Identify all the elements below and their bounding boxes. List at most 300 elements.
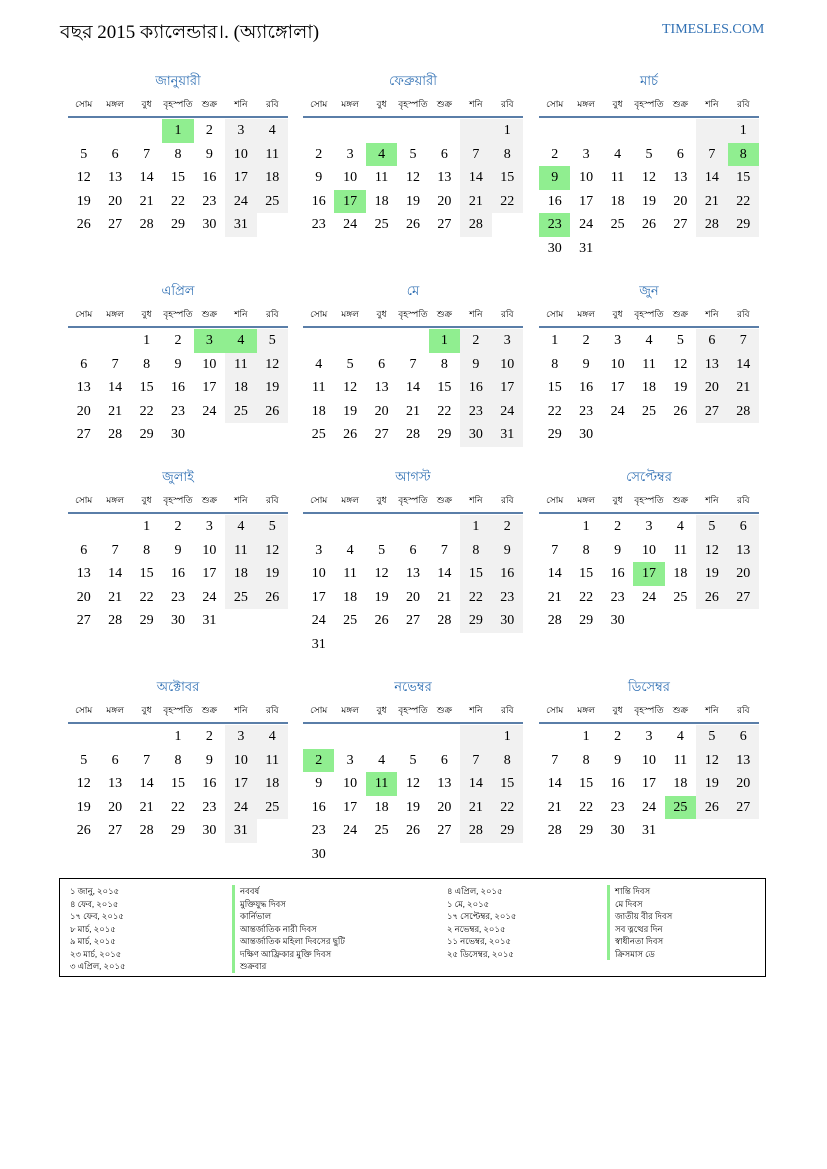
day-cell[interactable]: 26 xyxy=(641,217,656,232)
day-cell[interactable]: 10 xyxy=(641,752,656,768)
day-cell[interactable]: 9 xyxy=(205,752,213,768)
day-cell[interactable]: 3 xyxy=(205,519,213,534)
day-cell[interactable]: 1 xyxy=(492,119,523,143)
day-cell[interactable]: 8 xyxy=(492,143,523,167)
day-cell[interactable]: 6 xyxy=(440,146,448,162)
day-cell[interactable]: 27 xyxy=(437,823,452,838)
holiday-day[interactable]: 1 xyxy=(162,119,193,143)
day-cell[interactable]: 8 xyxy=(143,542,151,558)
day-cell[interactable]: 31 xyxy=(225,213,256,237)
day-cell[interactable]: 4 xyxy=(378,752,386,768)
day-cell[interactable]: 21 xyxy=(437,589,452,605)
day-cell[interactable]: 27 xyxy=(76,613,91,628)
day-cell[interactable]: 24 xyxy=(343,217,358,232)
day-cell[interactable]: 26 xyxy=(673,403,688,419)
day-cell[interactable]: 30 xyxy=(610,613,625,628)
day-cell[interactable]: 14 xyxy=(696,166,727,190)
day-cell[interactable]: 25 xyxy=(311,427,326,442)
day-cell[interactable]: 28 xyxy=(696,213,727,237)
day-cell[interactable]: 8 xyxy=(492,749,523,773)
day-cell[interactable]: 23 xyxy=(170,403,185,419)
day-cell[interactable]: 1 xyxy=(492,725,523,749)
day-cell[interactable]: 20 xyxy=(108,193,123,209)
day-cell[interactable]: 26 xyxy=(76,823,91,838)
holiday-day[interactable]: 9 xyxy=(539,166,570,190)
day-cell[interactable]: 5 xyxy=(80,146,88,162)
day-cell[interactable]: 18 xyxy=(374,193,389,209)
day-cell[interactable]: 23 xyxy=(311,217,326,232)
day-cell[interactable]: 22 xyxy=(728,190,759,214)
day-cell[interactable]: 12 xyxy=(673,356,688,372)
day-cell[interactable]: 1 xyxy=(460,515,491,539)
day-cell[interactable]: 20 xyxy=(728,772,759,796)
day-cell[interactable]: 13 xyxy=(728,749,759,773)
day-cell[interactable]: 13 xyxy=(76,566,91,581)
day-cell[interactable]: 8 xyxy=(460,539,491,563)
day-cell[interactable]: 27 xyxy=(108,217,123,232)
day-cell[interactable]: 7 xyxy=(460,749,491,773)
day-cell[interactable]: 30 xyxy=(547,240,562,256)
day-cell[interactable]: 4 xyxy=(645,333,653,348)
day-cell[interactable]: 18 xyxy=(343,589,358,605)
day-cell[interactable]: 5 xyxy=(696,515,727,539)
day-cell[interactable]: 15 xyxy=(437,380,452,395)
day-cell[interactable]: 18 xyxy=(673,776,688,791)
day-cell[interactable]: 2 xyxy=(492,515,523,539)
day-cell[interactable]: 16 xyxy=(170,380,185,395)
day-cell[interactable]: 28 xyxy=(139,217,154,232)
day-cell[interactable]: 19 xyxy=(696,772,727,796)
day-cell[interactable]: 3 xyxy=(645,519,653,534)
holiday-day[interactable]: 4 xyxy=(225,329,256,353)
day-cell[interactable]: 31 xyxy=(311,636,326,652)
day-cell[interactable]: 19 xyxy=(696,562,727,586)
day-cell[interactable]: 22 xyxy=(579,589,594,605)
day-cell[interactable]: 21 xyxy=(728,376,759,400)
day-cell[interactable]: 15 xyxy=(170,776,185,791)
day-cell[interactable]: 5 xyxy=(409,146,417,162)
day-cell[interactable]: 7 xyxy=(111,542,119,558)
day-cell[interactable]: 24 xyxy=(202,589,217,605)
day-cell[interactable]: 6 xyxy=(111,146,119,162)
day-cell[interactable]: 29 xyxy=(579,613,594,628)
day-cell[interactable]: 14 xyxy=(437,566,452,581)
day-cell[interactable]: 6 xyxy=(440,752,448,768)
day-cell[interactable]: 12 xyxy=(76,170,91,185)
day-cell[interactable]: 9 xyxy=(614,752,622,768)
day-cell[interactable]: 18 xyxy=(257,166,288,190)
day-cell[interactable]: 10 xyxy=(610,356,625,372)
day-cell[interactable]: 1 xyxy=(174,729,182,744)
day-cell[interactable]: 14 xyxy=(405,380,420,395)
day-cell[interactable]: 12 xyxy=(405,170,420,185)
day-cell[interactable]: 30 xyxy=(460,423,491,447)
day-cell[interactable]: 23 xyxy=(579,403,594,419)
day-cell[interactable]: 10 xyxy=(311,566,326,581)
day-cell[interactable]: 12 xyxy=(405,776,420,791)
day-cell[interactable]: 18 xyxy=(225,562,256,586)
day-cell[interactable]: 20 xyxy=(405,589,420,605)
day-cell[interactable]: 11 xyxy=(225,353,256,377)
site-name[interactable]: TIMESLES.COM xyxy=(662,22,765,37)
day-cell[interactable]: 16 xyxy=(610,566,625,581)
day-cell[interactable]: 28 xyxy=(108,427,123,442)
day-cell[interactable]: 1 xyxy=(551,333,559,348)
day-cell[interactable]: 17 xyxy=(343,799,358,815)
day-cell[interactable]: 15 xyxy=(139,566,154,581)
day-cell[interactable]: 10 xyxy=(202,542,217,558)
day-cell[interactable]: 4 xyxy=(257,119,288,143)
day-cell[interactable]: 30 xyxy=(492,609,523,633)
day-cell[interactable]: 1 xyxy=(143,333,151,348)
day-cell[interactable]: 24 xyxy=(343,823,358,838)
day-cell[interactable]: 13 xyxy=(673,170,688,185)
day-cell[interactable]: 27 xyxy=(374,427,389,442)
holiday-day[interactable]: 23 xyxy=(539,213,570,237)
day-cell[interactable]: 9 xyxy=(492,539,523,563)
day-cell[interactable]: 9 xyxy=(582,356,590,372)
day-cell[interactable]: 19 xyxy=(673,380,688,395)
day-cell[interactable]: 28 xyxy=(460,819,491,843)
day-cell[interactable]: 2 xyxy=(614,519,622,534)
day-cell[interactable]: 22 xyxy=(579,799,594,815)
day-cell[interactable]: 18 xyxy=(311,403,326,419)
day-cell[interactable]: 17 xyxy=(225,772,256,796)
day-cell[interactable]: 17 xyxy=(492,376,523,400)
day-cell[interactable]: 6 xyxy=(409,542,417,558)
day-cell[interactable]: 7 xyxy=(460,143,491,167)
day-cell[interactable]: 23 xyxy=(610,589,625,605)
day-cell[interactable]: 7 xyxy=(143,752,151,768)
day-cell[interactable]: 4 xyxy=(346,542,354,558)
holiday-day[interactable]: 17 xyxy=(633,562,664,586)
day-cell[interactable]: 1 xyxy=(728,119,759,143)
day-cell[interactable]: 11 xyxy=(257,749,288,773)
day-cell[interactable]: 20 xyxy=(673,193,688,209)
day-cell[interactable]: 21 xyxy=(108,589,123,605)
day-cell[interactable]: 4 xyxy=(614,146,622,162)
day-cell[interactable]: 2 xyxy=(551,146,559,162)
holiday-day[interactable]: 4 xyxy=(366,143,397,167)
day-cell[interactable]: 7 xyxy=(728,329,759,353)
day-cell[interactable]: 17 xyxy=(610,380,625,395)
day-cell[interactable]: 30 xyxy=(170,427,185,442)
day-cell[interactable]: 27 xyxy=(405,613,420,628)
day-cell[interactable]: 5 xyxy=(80,752,88,768)
day-cell[interactable]: 6 xyxy=(80,356,88,372)
day-cell[interactable]: 13 xyxy=(76,380,91,395)
day-cell[interactable]: 24 xyxy=(202,403,217,419)
day-cell[interactable]: 6 xyxy=(728,515,759,539)
day-cell[interactable]: 30 xyxy=(202,823,217,838)
day-cell[interactable]: 7 xyxy=(409,356,417,372)
day-cell[interactable]: 11 xyxy=(610,170,625,185)
day-cell[interactable]: 12 xyxy=(76,776,91,791)
day-cell[interactable]: 2 xyxy=(174,519,182,534)
day-cell[interactable]: 2 xyxy=(205,729,213,744)
day-cell[interactable]: 15 xyxy=(728,166,759,190)
day-cell[interactable]: 20 xyxy=(76,589,91,605)
day-cell[interactable]: 10 xyxy=(343,776,358,791)
day-cell[interactable]: 1 xyxy=(143,519,151,534)
day-cell[interactable]: 7 xyxy=(440,542,448,558)
day-cell[interactable]: 28 xyxy=(437,613,452,628)
holiday-day[interactable]: 8 xyxy=(728,143,759,167)
holiday-day[interactable]: 2 xyxy=(303,749,334,773)
day-cell[interactable]: 11 xyxy=(225,539,256,563)
day-cell[interactable]: 14 xyxy=(108,380,123,395)
day-cell[interactable]: 27 xyxy=(76,427,91,442)
day-cell[interactable]: 15 xyxy=(579,566,594,581)
day-cell[interactable]: 18 xyxy=(610,193,625,209)
day-cell[interactable]: 11 xyxy=(673,542,688,558)
day-cell[interactable]: 25 xyxy=(225,586,256,610)
day-cell[interactable]: 25 xyxy=(641,403,656,419)
day-cell[interactable]: 18 xyxy=(225,376,256,400)
day-cell[interactable]: 22 xyxy=(492,190,523,214)
day-cell[interactable]: 10 xyxy=(492,353,523,377)
day-cell[interactable]: 24 xyxy=(579,217,594,232)
day-cell[interactable]: 12 xyxy=(696,539,727,563)
day-cell[interactable]: 24 xyxy=(492,400,523,424)
day-cell[interactable]: 10 xyxy=(202,356,217,372)
day-cell[interactable]: 21 xyxy=(405,403,420,419)
day-cell[interactable]: 23 xyxy=(311,823,326,838)
day-cell[interactable]: 8 xyxy=(582,542,590,558)
day-cell[interactable]: 15 xyxy=(579,776,594,791)
day-cell[interactable]: 20 xyxy=(76,403,91,419)
day-cell[interactable]: 29 xyxy=(460,609,491,633)
day-cell[interactable]: 3 xyxy=(582,146,590,162)
day-cell[interactable]: 29 xyxy=(139,427,154,442)
day-cell[interactable]: 22 xyxy=(139,589,154,605)
day-cell[interactable]: 15 xyxy=(492,166,523,190)
day-cell[interactable]: 10 xyxy=(343,170,358,185)
day-cell[interactable]: 31 xyxy=(492,423,523,447)
day-cell[interactable]: 30 xyxy=(311,846,326,862)
day-cell[interactable]: 7 xyxy=(551,542,559,558)
day-cell[interactable]: 20 xyxy=(374,403,389,419)
day-cell[interactable]: 21 xyxy=(696,190,727,214)
day-cell[interactable]: 14 xyxy=(547,776,562,791)
day-cell[interactable]: 28 xyxy=(405,427,420,442)
day-cell[interactable]: 26 xyxy=(76,217,91,232)
day-cell[interactable]: 5 xyxy=(257,329,288,353)
day-cell[interactable]: 14 xyxy=(547,566,562,581)
day-cell[interactable]: 6 xyxy=(696,329,727,353)
day-cell[interactable]: 23 xyxy=(202,799,217,815)
day-cell[interactable]: 2 xyxy=(174,333,182,348)
day-cell[interactable]: 29 xyxy=(139,613,154,628)
holiday-day[interactable]: 11 xyxy=(366,772,397,796)
day-cell[interactable]: 24 xyxy=(641,589,656,605)
day-cell[interactable]: 4 xyxy=(676,519,684,534)
day-cell[interactable]: 8 xyxy=(582,752,590,768)
day-cell[interactable]: 20 xyxy=(696,376,727,400)
day-cell[interactable]: 13 xyxy=(108,170,123,185)
day-cell[interactable]: 21 xyxy=(460,190,491,214)
day-cell[interactable]: 22 xyxy=(460,586,491,610)
day-cell[interactable]: 28 xyxy=(460,213,491,237)
day-cell[interactable]: 28 xyxy=(728,400,759,424)
day-cell[interactable]: 27 xyxy=(696,400,727,424)
day-cell[interactable]: 27 xyxy=(437,217,452,232)
day-cell[interactable]: 26 xyxy=(696,796,727,820)
day-cell[interactable]: 22 xyxy=(170,193,185,209)
day-cell[interactable]: 16 xyxy=(311,193,326,209)
day-cell[interactable]: 30 xyxy=(610,823,625,838)
day-cell[interactable]: 22 xyxy=(492,796,523,820)
day-cell[interactable]: 30 xyxy=(579,427,594,442)
day-cell[interactable]: 29 xyxy=(547,427,562,442)
day-cell[interactable]: 15 xyxy=(139,380,154,395)
day-cell[interactable]: 10 xyxy=(225,749,256,773)
day-cell[interactable]: 4 xyxy=(225,515,256,539)
day-cell[interactable]: 28 xyxy=(547,823,562,838)
day-cell[interactable]: 14 xyxy=(728,353,759,377)
day-cell[interactable]: 3 xyxy=(346,146,354,162)
day-cell[interactable]: 1 xyxy=(582,729,590,744)
day-cell[interactable]: 3 xyxy=(346,752,354,768)
day-cell[interactable]: 19 xyxy=(641,193,656,209)
day-cell[interactable]: 5 xyxy=(257,515,288,539)
day-cell[interactable]: 9 xyxy=(614,542,622,558)
day-cell[interactable]: 4 xyxy=(315,356,323,372)
day-cell[interactable]: 16 xyxy=(202,776,217,791)
day-cell[interactable]: 14 xyxy=(108,566,123,581)
day-cell[interactable]: 17 xyxy=(202,566,217,581)
day-cell[interactable]: 21 xyxy=(139,799,154,815)
day-cell[interactable]: 13 xyxy=(437,776,452,791)
day-cell[interactable]: 28 xyxy=(108,613,123,628)
day-cell[interactable]: 17 xyxy=(579,193,594,209)
day-cell[interactable]: 18 xyxy=(374,799,389,815)
day-cell[interactable]: 25 xyxy=(374,217,389,232)
day-cell[interactable]: 15 xyxy=(492,772,523,796)
day-cell[interactable]: 15 xyxy=(170,170,185,185)
day-cell[interactable]: 9 xyxy=(174,356,182,372)
day-cell[interactable]: 23 xyxy=(202,193,217,209)
day-cell[interactable]: 11 xyxy=(311,380,326,395)
day-cell[interactable]: 24 xyxy=(610,403,625,419)
day-cell[interactable]: 18 xyxy=(257,772,288,796)
day-cell[interactable]: 12 xyxy=(343,380,358,395)
day-cell[interactable]: 29 xyxy=(728,213,759,237)
day-cell[interactable]: 19 xyxy=(76,193,91,209)
day-cell[interactable]: 2 xyxy=(460,329,491,353)
day-cell[interactable]: 13 xyxy=(374,380,389,395)
day-cell[interactable]: 27 xyxy=(728,586,759,610)
day-cell[interactable]: 10 xyxy=(641,542,656,558)
day-cell[interactable]: 22 xyxy=(170,799,185,815)
day-cell[interactable]: 5 xyxy=(645,146,653,162)
day-cell[interactable]: 13 xyxy=(108,776,123,791)
day-cell[interactable]: 8 xyxy=(143,356,151,372)
day-cell[interactable]: 25 xyxy=(343,613,358,628)
day-cell[interactable]: 9 xyxy=(315,776,323,791)
day-cell[interactable]: 16 xyxy=(547,193,562,209)
day-cell[interactable]: 13 xyxy=(437,170,452,185)
day-cell[interactable]: 3 xyxy=(225,725,256,749)
day-cell[interactable]: 24 xyxy=(311,613,326,628)
day-cell[interactable]: 31 xyxy=(579,240,594,256)
day-cell[interactable]: 29 xyxy=(492,819,523,843)
day-cell[interactable]: 9 xyxy=(315,170,323,185)
day-cell[interactable]: 20 xyxy=(437,193,452,209)
day-cell[interactable]: 25 xyxy=(610,217,625,232)
day-cell[interactable]: 10 xyxy=(225,143,256,167)
day-cell[interactable]: 3 xyxy=(614,333,622,348)
day-cell[interactable]: 28 xyxy=(547,613,562,628)
day-cell[interactable]: 14 xyxy=(460,772,491,796)
day-cell[interactable]: 31 xyxy=(225,819,256,843)
day-cell[interactable]: 6 xyxy=(80,542,88,558)
day-cell[interactable]: 31 xyxy=(202,613,217,628)
holiday-day[interactable]: 17 xyxy=(334,190,365,214)
day-cell[interactable]: 17 xyxy=(202,380,217,395)
day-cell[interactable]: 26 xyxy=(343,427,358,442)
day-cell[interactable]: 22 xyxy=(437,403,452,419)
day-cell[interactable]: 21 xyxy=(460,796,491,820)
day-cell[interactable]: 20 xyxy=(728,562,759,586)
day-cell[interactable]: 2 xyxy=(205,123,213,138)
day-cell[interactable]: 23 xyxy=(492,586,523,610)
day-cell[interactable]: 19 xyxy=(76,799,91,815)
holiday-day[interactable]: 1 xyxy=(429,329,460,353)
day-cell[interactable]: 19 xyxy=(343,403,358,419)
day-cell[interactable]: 25 xyxy=(225,400,256,424)
day-cell[interactable]: 20 xyxy=(108,799,123,815)
day-cell[interactable]: 14 xyxy=(460,166,491,190)
day-cell[interactable]: 3 xyxy=(315,542,323,558)
day-cell[interactable]: 21 xyxy=(547,589,562,605)
day-cell[interactable]: 2 xyxy=(315,146,323,162)
day-cell[interactable]: 14 xyxy=(139,776,154,791)
day-cell[interactable]: 25 xyxy=(673,589,688,605)
day-cell[interactable]: 23 xyxy=(460,400,491,424)
day-cell[interactable]: 11 xyxy=(374,170,389,185)
day-cell[interactable]: 12 xyxy=(374,566,389,581)
day-cell[interactable]: 23 xyxy=(610,799,625,815)
day-cell[interactable]: 11 xyxy=(343,566,357,581)
holiday-day[interactable]: 25 xyxy=(665,796,696,820)
day-cell[interactable]: 5 xyxy=(346,356,354,372)
day-cell[interactable]: 3 xyxy=(225,119,256,143)
day-cell[interactable]: 26 xyxy=(405,823,420,838)
day-cell[interactable]: 19 xyxy=(405,799,420,815)
day-cell[interactable]: 11 xyxy=(642,356,656,372)
day-cell[interactable]: 24 xyxy=(225,190,256,214)
day-cell[interactable]: 5 xyxy=(409,752,417,768)
day-cell[interactable]: 27 xyxy=(728,796,759,820)
day-cell[interactable]: 24 xyxy=(641,799,656,815)
day-cell[interactable]: 15 xyxy=(460,562,491,586)
day-cell[interactable]: 28 xyxy=(139,823,154,838)
day-cell[interactable]: 14 xyxy=(139,170,154,185)
day-cell[interactable]: 6 xyxy=(676,146,684,162)
day-cell[interactable]: 8 xyxy=(440,356,448,372)
day-cell[interactable]: 25 xyxy=(257,796,288,820)
day-cell[interactable]: 19 xyxy=(374,589,389,605)
day-cell[interactable]: 3 xyxy=(645,729,653,744)
day-cell[interactable]: 11 xyxy=(673,752,688,768)
day-cell[interactable]: 11 xyxy=(257,143,288,167)
day-cell[interactable]: 2 xyxy=(614,729,622,744)
day-cell[interactable]: 15 xyxy=(547,380,562,395)
day-cell[interactable]: 29 xyxy=(437,427,452,442)
day-cell[interactable]: 2 xyxy=(582,333,590,348)
day-cell[interactable]: 13 xyxy=(405,566,420,581)
